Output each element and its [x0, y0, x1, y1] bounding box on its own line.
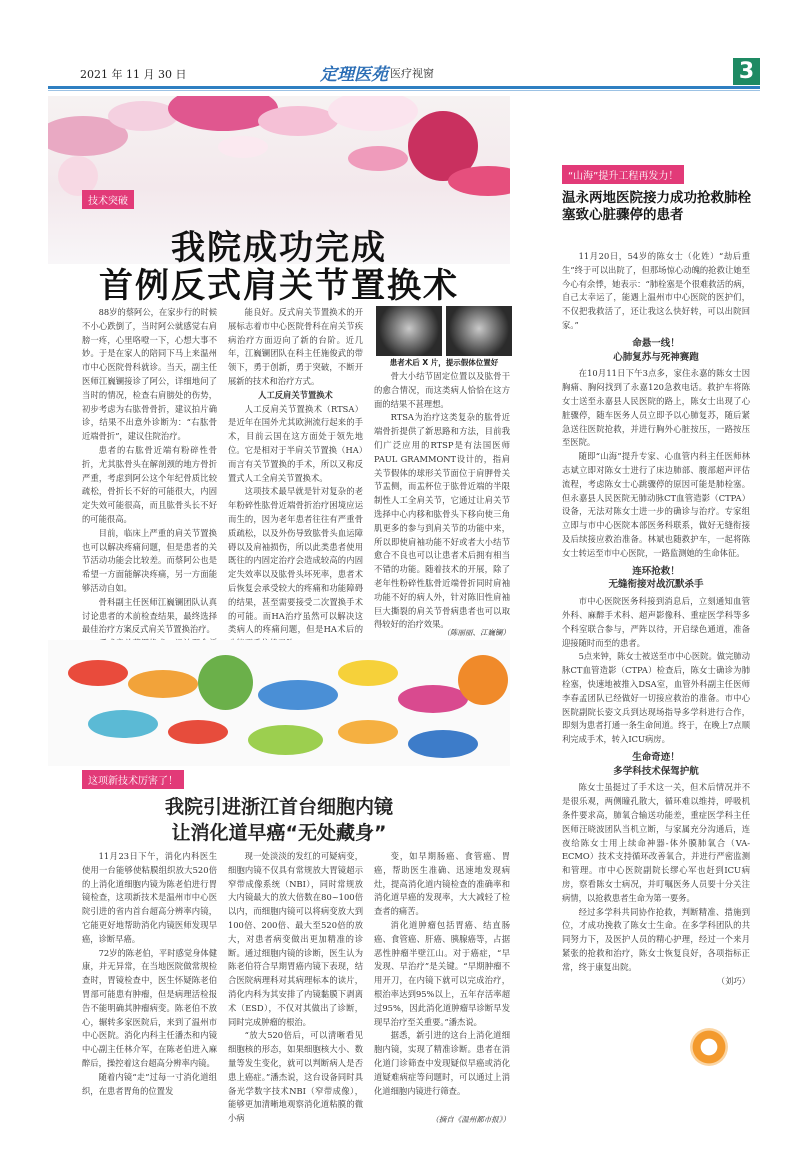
paragraph: RTSA为治疗这类复杂的肱骨近端骨折提供了新思路和方法，目前我们广泛应用的RTSP是有法国医师PAUL GRAMMONT设计的，指肩关节假体的球形关节面位于肩胛骨关节盂侧，而盂杯位于肱骨近端的半限制性人工全肩关节，它通过让肩关节选择中心内移和肱骨头下移向使三角肌更多的参与到肩关节的功能中来，所以即使肩袖功能不好或者大小结节愈合不良也可以让患者术后拥有相当不错的功能。随着技术的开展，除了老年性粉碎性肱骨近端骨折同时肩袖功能不好的病人外，针对陈旧性肩袖巨大撕裂的肩关节骨病患者也可以取得较好的治疗效果。: [374, 412, 510, 630]
paragraph: 11月20日，54岁的陈女士（化姓）“劫后重生”终于可以出院了，但那场惊心动魄的抢救让她至今心有余悸，她表示：“肺栓塞是个很难救活的病，自己太幸运了，能遇上温州市中心医院的医护们，不仅把我救活了，还让我这么快好转，可以出院回家。”: [562, 251, 750, 330]
decorative-circle-icon: [690, 1028, 728, 1066]
paragraph: 变，如早期肠癌、食管癌、胃癌，帮助医生准确、迅速地发现病灶，提高消化道内镜检查的准确率和消化道早癌的发现率，大大减轻了检查者的痛苦。: [374, 851, 510, 917]
paragraph: 消化道肿瘤包括胃癌、结直肠癌、食管癌、肝癌、胰腺癌等，占据恶性肿瘤半壁江山。对于癌症，“早发现、早治疗”是关键。“早期肿瘤不用开刀，在内镜下就可以完成治疗，根治率达到95%以上，五年存活率超过95%，因此消化道肿瘤早诊断早发现早治疗至关重要。”潘杰说。: [374, 919, 510, 1027]
headline-line1: 我院成功完成: [171, 228, 387, 268]
paragraph: 市中心医院医务科接到消息后，立刻通知血管外科、麻醉手术科、超声影像科、重症医学科等多个科室联合参与，严阵以待，开启绿色通道，准备迎接随时而至的患者。: [562, 596, 750, 648]
paragraph: 11月23日下午，消化内科医生使用一台能够使粘膜组织放大520倍的上消化道细胞内镜为陈老伯进行胃镜检查，这项新技术是温州市中心医院引进的省内首台超高分辨率内镜，它能更好地帮助消化内镜医师发现早癌，诊断早癌。: [82, 851, 217, 944]
paragraph: 随着内镜“走”过每一寸消化道组织，在患者胃角的位置发: [82, 1071, 217, 1096]
subheading: 心肺复苏与死神赛跑: [613, 351, 699, 363]
subheading: 生命奇迹！: [632, 751, 680, 763]
header-rule: [48, 86, 760, 89]
subheading: 多学科技术保驾护航: [613, 765, 699, 777]
paragraph: 这项技术最早就是针对复杂的老年粉碎性肱骨近端骨折治疗困境应运而生的，因为老年患者往往有严重骨质疏松，以及外伤导致肱骨头血运障碍以及肩袖损伤，所以此类患者使用既往的内固定治疗会造成较高的内固定失效率以及肱骨头坏死率，患者术后恢复会承受较大的疼痛和功能障碍的结果，甚至需要接受二次置换手术的可能。而HA治疗虽然可以解决这类病人的疼痛问题，但是HA术后的: [228, 486, 363, 635]
image-caption: 患者术后 X 片，提示假体位置好: [389, 358, 499, 367]
headline-line2: 让消化道早癌“无处藏身”: [171, 822, 387, 844]
sidebar-tag: “山海”提升工程再发力！: [562, 165, 684, 184]
sidebar-body: [562, 250, 750, 988]
xray-photo: [376, 306, 512, 356]
pills-photo-middle: [48, 640, 510, 766]
article2-column3: [374, 850, 510, 1098]
subheading: 连环抢救！: [632, 565, 680, 577]
paragraph: 据悉，新引进的这台上消化道细胞内镜，实现了精准诊断。患者在消化道门诊筛查中发现疑似早癌或消化道疑难病症等问题时，可以通过上消化道细胞内镜进行筛查。: [374, 1030, 510, 1096]
sidebar-headline: 温永两地医院接力成功抢救肺栓塞致心脏骤停的患者: [562, 190, 751, 223]
paragraph: 患者的右肱骨近端有粉碎性骨折，尤其肱骨头在解剖颈的地方骨折严重，考虑到阿公这个年纪骨质比较疏松，骨折长不好的可能很大，内固定失效可能很高，而且肱骨头长不好的可能很高。: [82, 444, 217, 524]
paragraph: 能良好。反式肩关节置换术的开展标志着市中心医院骨科在肩关节疾病治疗方面迈向了新的台阶。近几年，江巍镧团队在科主任施俊武的带领下，勇于创新，勇于突破，不断开展新的技术和治疗方式。: [228, 307, 363, 386]
article2-column1: [82, 850, 217, 1098]
section-name: 医疗视窗: [390, 67, 434, 80]
article1-column3: [374, 370, 510, 632]
article-tag: 技术突破: [82, 190, 134, 209]
paragraph: 5点来钟，陈女士被送至市中心医院。做完肺动脉CT血管造影（CTPA）检查后，陈女士确诊为肺栓塞，快速地被推入DSA室，血管外科副主任医师李春孟团队已经做好一切接应救治的准备。市中心医院副院长姿文兵到达现场指导多学科进行合作，即刻为患者打通一条生命间道。终于，在晚上7点顺利完成手术，转入ICU病房。: [562, 651, 750, 745]
page-number: 3: [733, 58, 760, 85]
newspaper-logo: 定理医苑: [320, 65, 388, 85]
header-rule-thin: [48, 90, 760, 91]
headline-line1: 我院引进浙江首台细胞内镜: [164, 796, 393, 818]
paragraph: “放大520倍后，可以清晰看见细胞核的形态，如果细胞核大小、数量等发生变化，就可以判断病人是否患上癌症。”潘杰说，这台设备同时具备光学数字技术NBI（窄带成像），能够更加清晰地观察消化道粘膜的微小病: [228, 1030, 363, 1124]
paragraph: 目前，临床上严重的肩关节置换也可以解决疼痛问题，但是患者的关节活动功能会比较差。而蔡阿公也是希望一方面能解决疼痛，另一方面能够活动自如。: [82, 527, 217, 593]
issue-date: 2021 年 11 月 30 日: [80, 68, 187, 81]
paragraph: 在10月11日下午3点多，家住永嘉的陈女士因胸痛、胸闷找到了永嘉120急救电话。救护车将陈女士送至永嘉县人民医院的路上，陈女士出现了心脏骤停，随车医务人员立即予以心肺复苏，随后紧急送往医院抢救，并进行胸外心脏按压，一路按压至医院。: [562, 368, 750, 448]
article2-column2: [228, 850, 363, 1126]
article-byline: （摘自《温州都市报》）: [431, 1115, 510, 1124]
subheading: 无缝衔接对战沉默杀手: [608, 579, 704, 591]
byline: （刘巧）: [716, 975, 750, 986]
article-byline: （陈丽丽、江巍镧）: [442, 628, 510, 637]
paragraph: 骨科副主任医师江巍镧团队认真讨论患者的术前检查结果，最终选择最佳治疗方案反式肩关节置换治疗。: [82, 596, 217, 635]
article-tag: 这项新技术厉害了！: [82, 770, 184, 789]
paragraph: 现一处淡淡的发红的可疑病变，细胞内镜不仅具有常规放大胃镜超示窄带成像系统（NBI），同时常规放大内镜最大的放大倍数在80~100倍以内，而细胞内镜可以将病变放大到100倍、200倍、最大至520倍的放大，对患者病变做出更加精准的诊断。通过细胞内镜的诊断，医生认为陈老伯符合早期胃癌内镜下表现，结合医院病理科对其病理标本的读片，消化内科为其安排了内镜黏膜下剥离术（ESD），不仅对其做出了诊断，同时完成肿瘤的根治。: [228, 851, 363, 1027]
headline-line2: 首例反式肩关节置换术: [99, 266, 459, 306]
paragraph: 随即“山海”提升专家、心血管内科主任医师林志斌立即对陈女士进行了床边肺部、腹部超声评估流程，考虑陈女士心跳骤停的原因可能是肺栓塞。但永嘉县人民医院无肺动脉CT血管造影（CTPA）设备，无法对陈女士进一步的确诊与治疗。专家组立即与市中心医院本部医务科联系，做好无缝衔接及后续接应救治准备。林斌也随救护车，一起将陈女士转运至市中心医院，一路监测她的生命体征。: [562, 451, 750, 558]
paragraph: 88岁的蔡阿公，在家步行的时候不小心跌倒了，当时阿公就感觉右肩膀一疼，心里咯噔一下，心想大事不妙。于是在家人的陪同下马上来温州市中心医院骨科就诊。当天，副主任医师江巍镧接诊了阿公，详细地问了当时的情况，检查右肩膀处的伤势，初步考虑为右肱骨骨折，建议拍片确诊，结果不出意外诊断为：“右肱骨近端骨折”，建议住院治疗。: [82, 307, 218, 442]
subheading: 人工反肩关节置换术: [258, 389, 333, 400]
paragraph: 骨大小结节固定位置以及肱骨干的愈合情况，而这类病人恰恰在这方面的结果不甚理想。: [374, 371, 510, 409]
paragraph: 经过多学科共同协作抢救，判断精准、措施到位，才成功挽救了陈女士生命。在多学科团队的共同努力下，及医护人员的精心护理，经过一个来月紧张的抢救和治疗，陈女士恢复良好，各项指标正常，终于康复出院。: [562, 906, 750, 972]
paragraph: 人工反肩关节置换术（RTSA）是近年在国外尤其欧洲流行起来的手术，目前云国在这方面处于领先地位。它是相对于半肩关节置换（HA）而言有关节置换的手术，所以又称反置式人工全肩关节置换术。: [228, 403, 363, 483]
paragraph: 陈女士虽挺过了手术这一关，但术后情况并不是很乐观，两侧瞳孔散大，循环难以维持，呼吸机条件要求高，肺氧合输送功能差，重症医学科主任医师汪晓波团队当机立断，与家属充分沟通后，连夜给陈女士用上续命神器-体外膜肺氧合（VA-ECMO）技术支持循环改善氧合，并进行严密监测和管理。市中心医院副院长缪心军也赶到ICU病房，察看陈女士病况，并叮嘱医务人员要十分关注病情，以抢救患者生命为第一要务。: [562, 782, 750, 903]
subheading: 命悬一线！: [632, 337, 680, 349]
article1-column2: [228, 306, 363, 651]
article1-column1: [82, 306, 217, 665]
paragraph: 72岁的陈老伯，平时感觉身体健康，并无异常，在当地医院做常规检查时，胃镜检查中，医生怀疑陈老伯胃部可能患有肿瘤，但是病理活检报告不能明确其肿瘤病变。陈老伯不放心，辗转多家医院后，来到了温州市中心医院。消化内科主任潘杰和内镜中心副主任林介军，在陈老伯进入麻醉后，操控着这台超高分辨率内镜。: [82, 947, 218, 1068]
